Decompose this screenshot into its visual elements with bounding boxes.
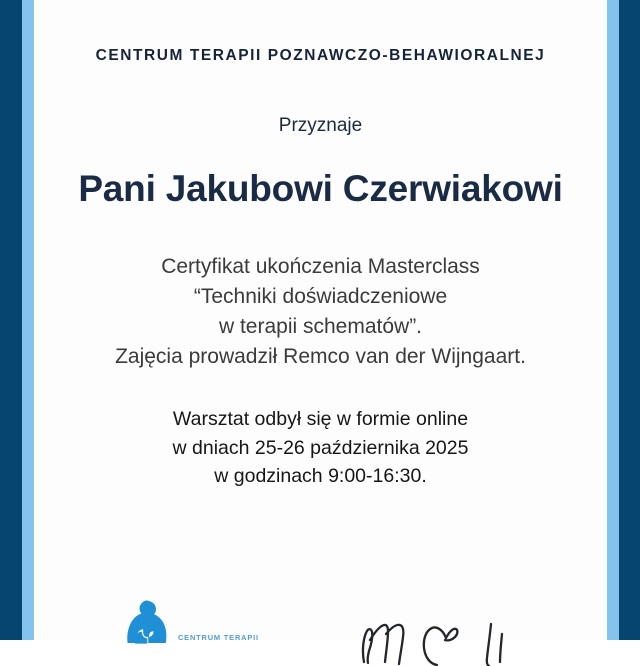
awards-line: Przyznaje (278, 114, 363, 136)
recipient-name: Pani Jakubowi Czerwiakowi (78, 168, 563, 210)
certificate-footer (34, 578, 607, 640)
workshop-details (34, 372, 607, 491)
certificate-content (34, 0, 607, 640)
workshop-details-line: w godzinach 9:00-16:30. (214, 465, 427, 488)
handwritten-signature (350, 604, 540, 666)
border-stripe-dark-right (619, 0, 640, 640)
workshop-details-line: w dniach 25-26 października 2025 (172, 436, 469, 459)
course-description (34, 211, 607, 372)
logo-wordmark: CENTRUM TERAPII (178, 633, 259, 642)
course-description-line: Certyfikat ukończenia Masterclass (161, 254, 480, 278)
organization-title: CENTRUM TERAPII POZNAWCZO-BEHAWIORALNEJ (95, 47, 546, 64)
course-description-line: Zajęcia prowadził Remco van der Wijngaart. (115, 344, 526, 368)
course-description-line: w terapii schematów”. (218, 314, 423, 338)
border-stripe-light-left (22, 0, 34, 640)
thinker-figure-icon (118, 598, 174, 648)
border-stripe-light-right (607, 0, 619, 640)
workshop-details-line: Warsztat odbył się w formie online (172, 408, 469, 430)
course-description-line: “Techniki doświadczeniowe (193, 284, 448, 308)
border-stripe-dark-left (0, 0, 22, 640)
organization-logo (118, 598, 259, 648)
